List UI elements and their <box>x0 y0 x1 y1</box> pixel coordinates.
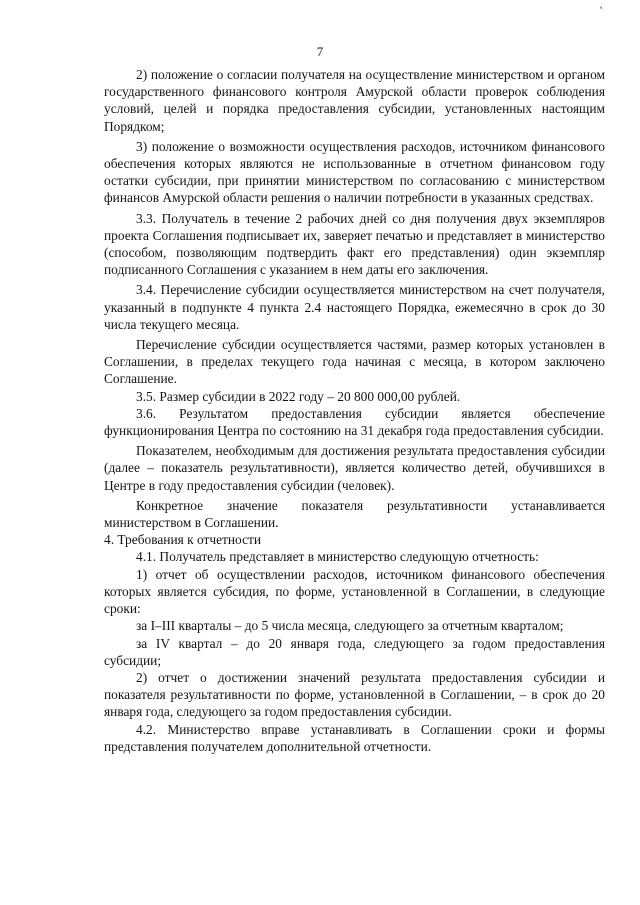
paragraph-transfer-parts: Перечисление субсидии осуществляется частями, размер которых установлен в Соглашении, в пределах текущего года начиная с месяца, в котором заключено Соглашение. <box>104 337 605 387</box>
paragraph-3-6: 3.6. Результатом предоставления субсидии является обеспечение функционирования Центра по состоянию на 31 декабря года предоставления субсидии. <box>104 405 605 439</box>
paragraph-q1-q3-deadline: за I–III кварталы – до 5 числа месяца, следующего за отчетным кварталом; <box>136 618 564 634</box>
paragraph-report-expenses: 1) отчет об осуществлении расходов, источником финансового обеспечения которых является субсидия, по форме, установленной в Соглашении, в следующие сроки: <box>104 566 605 617</box>
paragraph-4-1: 4.1. Получатель представляет в министерство следующую отчетность: <box>136 549 539 565</box>
paragraph-3-expenses: 3) положение о возможности осуществления расходов, источником финансового обеспечения которых являются не использованные в отчетном финансовом году остатки субсидии, при принятии министерством по согласованию с министерством финансов Амурской области решения о наличии потребности в указанных средствах. <box>104 138 605 206</box>
document-body <box>104 66 605 755</box>
paragraph-3-3: 3.3. Получатель в течение 2 рабочих дней со дня получения двух экземпляров проекта Соглашения подписывает их, заверяет печатью и представляет в министерство (способом, позволяющим подтвердить факт его представления) один экземпляр подписанного Соглашения с указанием в нем даты его заключения. <box>104 210 605 278</box>
paragraph-4-2: 4.2. Министерство вправе устанавливать в Соглашении сроки и формы представления получателем дополнительной отчетности. <box>104 721 605 754</box>
paragraph-2-consent: 2) положение о согласии получателя на осуществление министерством и органом государственного финансового контроля Амурской области проверок соблюдения условий, целей и порядка предоставления субсидии, установленных настоящим Порядком; <box>104 67 605 134</box>
paragraph-indicator: Показателем, необходимым для достижения результата предоставления субсидии (далее – показатель результативности), является количество детей, обучившихся в Центре в году предоставления субсидии (человек). <box>104 443 605 493</box>
paragraph-3-5: 3.5. Размер субсидии в 2022 году – 20 800 000,00 рублей. <box>136 388 461 404</box>
section-heading: 4. Требования к отчетности <box>104 532 262 548</box>
page-number: 7 <box>316 44 324 59</box>
corner-mark: ' <box>600 3 603 17</box>
paragraph-3-4: 3.4. Перечисление субсидии осуществляется министерством на счет получателя, указанный в подпункте 4 пункта 2.4 настоящего Порядка, ежемесячно в срок до 30 числа текущего месяца. <box>104 282 605 332</box>
paragraph-indicator-value: Конкретное значение показателя результативности устанавливается министерством в Соглашении. <box>104 497 605 531</box>
paragraph-report-results: 2) отчет о достижении значений результата предоставления субсидии и показателя результативности по форме, установленной в Соглашении, – в срок до 20 января года, следующего за годом предоставления субсидии. <box>104 669 605 720</box>
paragraph-q4-deadline: за IV квартал – до 20 января года, следующего за годом предоставления субсидии; <box>104 635 605 668</box>
